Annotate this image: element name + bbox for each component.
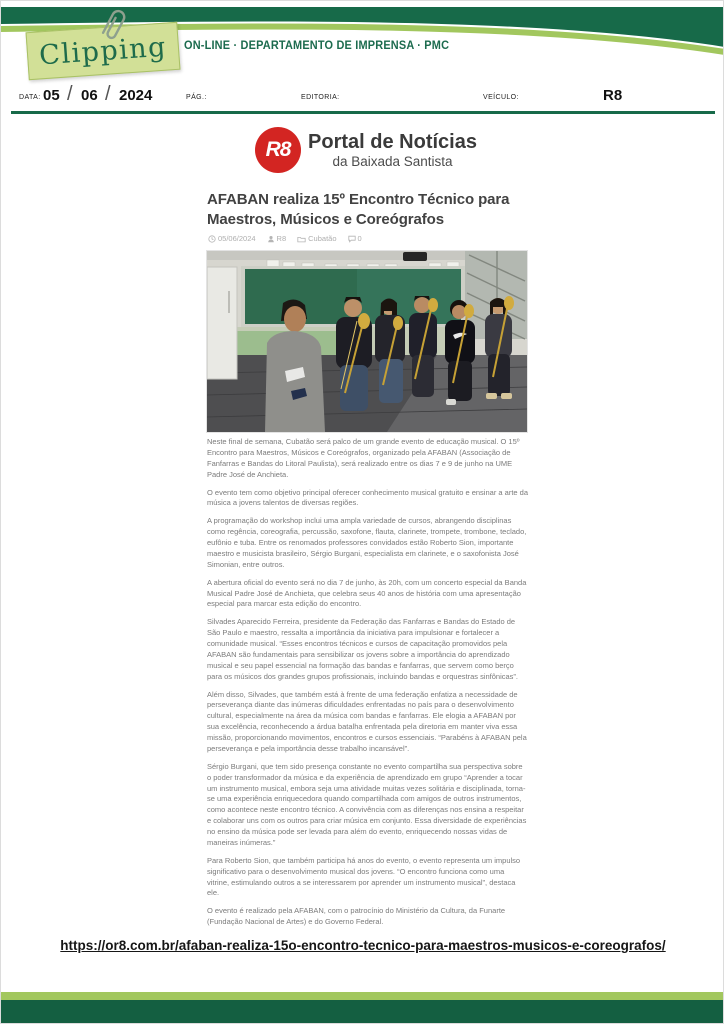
article-body bbox=[207, 437, 528, 935]
clipping-label: Clipping bbox=[38, 31, 168, 71]
user-icon bbox=[267, 235, 275, 243]
meta-author: R8 bbox=[267, 234, 287, 243]
footer-dark-green-bar bbox=[1, 1000, 724, 1024]
paragraph: Sérgio Burgani, que tem sido presença constante no evento compartilha sua perspectiva sobre o poder transformador da música e da experiência de aprendizado em grupo “Aprender a tocar um instrumento musical, embora seja uma atividade muitas vezes solitária e disciplinada, torna-se uma experiência enriquecedora quando compartilhada com amigos de outros instrumentos, como acontece neste encontro técnico. A convivência com as diferenças nos ensina a respeitar e colaborar uns com os outros para criar música em conjunto. Essa diversidade de experiências no ensino da música pode ser levada para além do evento, enriquecendo nossas vidas de maneiras inúmeras.” bbox=[207, 761, 527, 847]
meta-date: 05/06/2024 bbox=[208, 234, 256, 243]
paragraph: O evento é realizado pela AFABAN, com o patrocínio do Ministério da Cultura, da Funarte (Fundação Nacional de Artes) e do Governo Federal. bbox=[207, 906, 506, 927]
r8-logo-text bbox=[308, 132, 477, 169]
paragraph: A programação do workshop inclui uma ampla variedade de cursos, abrangendo disciplinas como regência, coreografia, percussão, saxofone, flauta, clarinete, trompete, trombone, teclado, eufônio e tuba. Entre os renomados professores convidados estão Roberto Sion, importante maestro e musicista brasileiro, Sérgio Burgani, especialista em clarinete, e o saxofonista José Simonian, entre outros. bbox=[207, 516, 527, 569]
source-url-link[interactable]: https://or8.com.br/afaban-realiza-15o-encontro-tecnico-para-maestros-musicos-e-coreografos/ bbox=[60, 938, 666, 953]
veiculo-value: R8 bbox=[603, 87, 623, 104]
pag-label: PÁG.: bbox=[186, 94, 207, 101]
date-slash-1: / bbox=[67, 83, 73, 105]
paragraph: Neste final de semana, Cubatão será palco de um grande evento de educação musical. O 15º Encontro para Maestros, Músicos e Coreógrafos, organizado pela AFABAN (Associação de Fanfarras e Bandas do Litoral Paulista), será realizado entre os dias 7 e 9 de junho na UME Padre José de Anchieta. bbox=[207, 437, 520, 479]
date-month: 06 bbox=[81, 87, 98, 104]
folder-icon bbox=[297, 235, 306, 243]
data-label: DATA: bbox=[19, 94, 41, 101]
r8-portal-logo bbox=[206, 127, 526, 173]
header-subtitle: ON-LINE · DEPARTAMENTO DE IMPRENSA · PMC bbox=[184, 40, 450, 52]
meta-comments: 0 bbox=[348, 234, 362, 243]
footer-light-green-bar bbox=[1, 992, 724, 1000]
date-year: 2024 bbox=[119, 87, 153, 104]
date-day: 05 bbox=[43, 87, 60, 104]
article-photo bbox=[206, 250, 528, 433]
paragraph: Silvades Aparecido Ferreira, presidente da Federação das Fanfarras e Bandas do Estado de São Paulo e maestro, ressalta a importância da iniciativa para impulsionar e fortalecer a comunidade musical. “Esses encontros técnicos e cursos de capacitação promovidos pela AFABAN são fundamentais para sensibilizar os jovens sobre a importância do aprendizado musical e seu papel essencial na formação das bandas e fanfarras, que servem como berço para os músicos dos grandes grupos profissionais, incluindo bandas e orquestras sinfônicas”. bbox=[207, 617, 519, 681]
date-slash-2: / bbox=[105, 83, 111, 105]
comment-icon bbox=[348, 235, 356, 243]
editoria-label: EDITORIA: bbox=[301, 94, 340, 101]
paragraph: Para Roberto Sion, que também participa há anos do evento, o evento representa um impulso significativo para o desenvolvimento musical dos jovens. “O encontro funciona como uma vitrine, estimulando outros a se interessarem por aprender um instrumento musical”, destaca ele. bbox=[207, 855, 521, 898]
r8-logo-badge: R8 bbox=[255, 127, 301, 173]
paragraph: O evento tem como objetivo principal oferecer conhecimento musical gratuito e ensinar a arte da música a jovens talentos de diversas regiões. bbox=[207, 487, 529, 508]
veiculo-label: VEÍCULO: bbox=[483, 94, 519, 101]
clock-icon bbox=[208, 235, 216, 243]
r8-logo-subtitle: da Baixada Santista bbox=[332, 153, 453, 169]
databar-divider bbox=[11, 111, 715, 114]
paragraph: A abertura oficial do evento será no dia 7 de junho, às 20h, com um concerto especial da Banda Musical Padre José de Anchieta, que celebra seus 40 anos de história com uma apresentação especial para marcar esta edição do encontro. bbox=[207, 577, 527, 609]
paragraph: Além disso, Silvades, que também está à frente de uma federação enfatiza a necessidade de perseverança diante das inúmeras dificuldades enfrentadas no país para o desenvolvimento cultural, especialmente na área da música com bandas e fanfarras. Ele elogia a AFABAN por sua excelência, reconhecendo a árdua batalha enfrentada pela diretoria em manter viva essa missão, proporcionando movimentos, encontros e cursos essenciais. “Parabéns à AFABAN pela perseverança e pela importância desse trabalho incansável”. bbox=[207, 689, 527, 753]
meta-category: Cubatão bbox=[297, 234, 336, 243]
article-title: AFABAN realiza 15º Encontro Técnico para Maestros, Músicos e Coreógrafos bbox=[207, 191, 510, 229]
article-meta bbox=[208, 234, 362, 243]
r8-logo-title: Portal de Notícias bbox=[308, 130, 477, 153]
